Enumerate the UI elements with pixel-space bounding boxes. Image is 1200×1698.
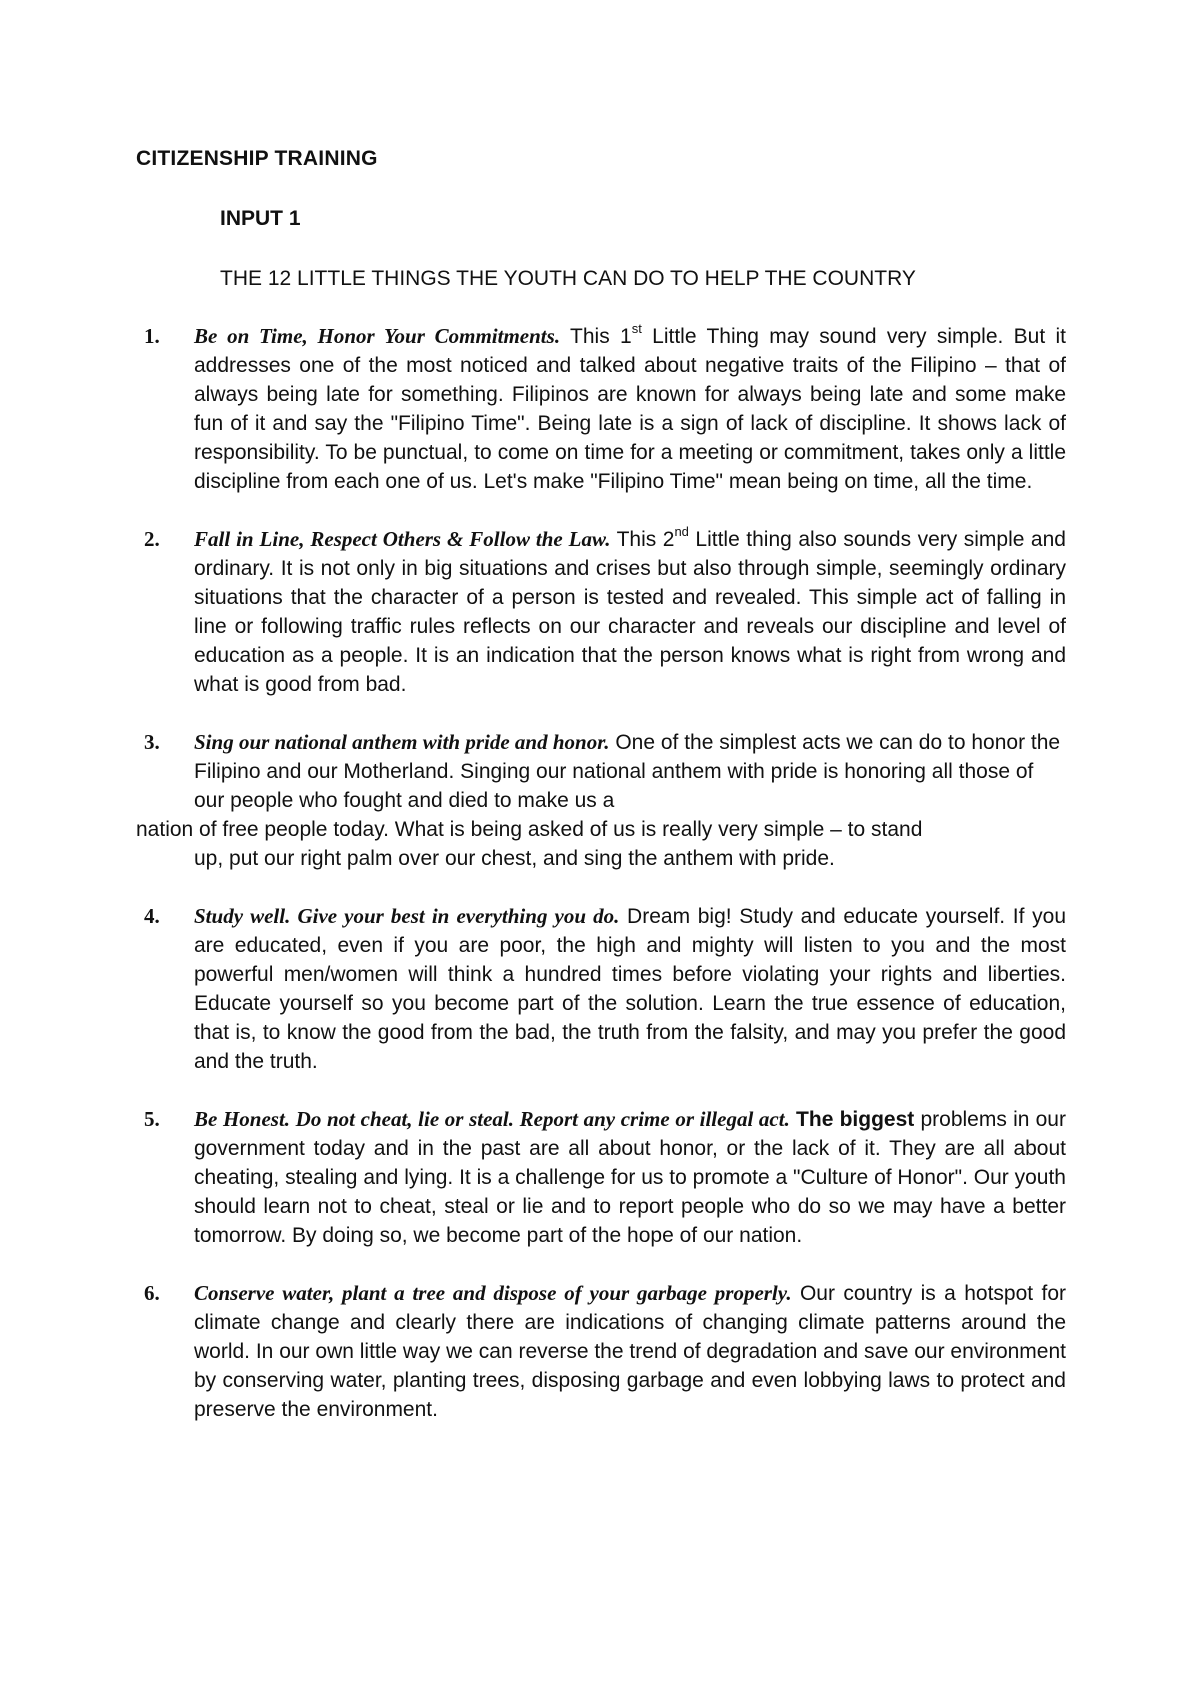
numbered-list bbox=[136, 322, 1066, 1453]
item-heading: Study well. Give your best in everything you do. bbox=[194, 904, 620, 928]
item-text: This 2 bbox=[610, 528, 675, 551]
list-item bbox=[136, 322, 1066, 496]
list-item bbox=[136, 1279, 1066, 1424]
item-paragraph bbox=[194, 1105, 1066, 1250]
list-item bbox=[136, 728, 1066, 873]
item-number: 5. bbox=[144, 1107, 160, 1131]
item-paragraph bbox=[194, 902, 1066, 1076]
document-subtitle: THE 12 LITTLE THINGS THE YOUTH CAN DO TO HELP THE COUNTRY bbox=[220, 267, 916, 290]
item-text: Our country is a hotspot for climate change and clearly there are indications of changing climate patterns around the world. In our own little way we can reverse the trend of degradation and save our environment by conserving water, planting trees, disposing garbage and even lobbying laws to protect and preserve the environment. bbox=[194, 1282, 1066, 1421]
item-number: 6. bbox=[144, 1281, 160, 1305]
list-item bbox=[136, 1105, 1066, 1250]
item-text: Little thing also sounds very simple and ordinary. It is not only in big situations and crises but also through simple, seemingly ordinary situations that the character of a person is tested and revealed. This simple act of falling in line or following traffic rules reflects on our character and reveals our discipline and level of education as a people. It is an indication that the person knows what is right from wrong and what is good from bad. bbox=[194, 528, 1066, 696]
list-item bbox=[136, 525, 1066, 699]
item-text: One of the simplest acts we can do to honor the Filipino and our Motherland. Singing our national anthem with pride is honoring all those of our people who fought and died to make us a bbox=[194, 731, 1061, 812]
ordinal-suffix: st bbox=[631, 321, 642, 336]
document-title: CITIZENSHIP TRAINING bbox=[136, 147, 378, 170]
hanging-line: nation of free people today. What is being asked of us is really very simple – to stand bbox=[136, 818, 923, 841]
item-text: This 1 bbox=[560, 325, 632, 348]
item-heading: Be on Time, Honor Your Commitments. bbox=[194, 324, 561, 348]
item-paragraph bbox=[194, 1279, 1066, 1424]
item-text: up, put our right palm over our chest, and sing the anthem with pride. bbox=[194, 847, 835, 870]
item-paragraph bbox=[136, 728, 1066, 873]
item-paragraph bbox=[194, 525, 1066, 699]
item-heading: Sing our national anthem with pride and honor. bbox=[194, 730, 610, 754]
item-text: problems in our government today and in the past are all about honor, or the lack of it. They are all about cheating, stealing and lying. It is a challenge for us to promote a "Culture of Honor". Our youth should learn not to cheat, steal or lie and to report people who do so we may have a better tomorrow. By doing so, we become part of the hope of our nation. bbox=[194, 1108, 1066, 1247]
item-heading: Conserve water, plant a tree and dispose of your garbage properly. bbox=[194, 1281, 792, 1305]
item-heading: Be Honest. Do not cheat, lie or steal. Report any crime or illegal act. bbox=[194, 1107, 790, 1131]
item-number: 2. bbox=[144, 527, 160, 551]
list-item bbox=[136, 902, 1066, 1076]
item-text: Little Thing may sound very simple. But it addresses one of the most noticed and talked about negative traits of the Filipino – that of always being late for something. Filipinos are known for always being late and some make fun of it and say the "Filipino Time". Being late is a sign of lack of discipline. It shows lack of responsibility. To be punctual, to come on time for a meeting or commitment, takes only a little discipline from each one of us. Let's make "Filipino Time" mean being on time, all the time. bbox=[194, 325, 1066, 493]
item-paragraph bbox=[194, 322, 1066, 496]
item-number: 3. bbox=[144, 730, 160, 754]
item-bold-text: The biggest bbox=[789, 1108, 915, 1131]
ordinal-suffix: nd bbox=[674, 524, 689, 539]
item-text: Dream big! Study and educate yourself. If you are educated, even if you are poor, the high and mighty will listen to you and the most powerful men/women will think a hundred times before violating your rights and liberties. Educate yourself so you become part of the solution. Learn the true essence of education, that is, to know the good from the bad, the truth from the falsity, and may you prefer the good and the truth. bbox=[194, 905, 1066, 1073]
item-heading: Fall in Line, Respect Others & Follow the Law. bbox=[194, 527, 611, 551]
item-number: 4. bbox=[144, 904, 160, 928]
item-number: 1. bbox=[144, 324, 160, 348]
input-label: INPUT 1 bbox=[220, 207, 301, 230]
